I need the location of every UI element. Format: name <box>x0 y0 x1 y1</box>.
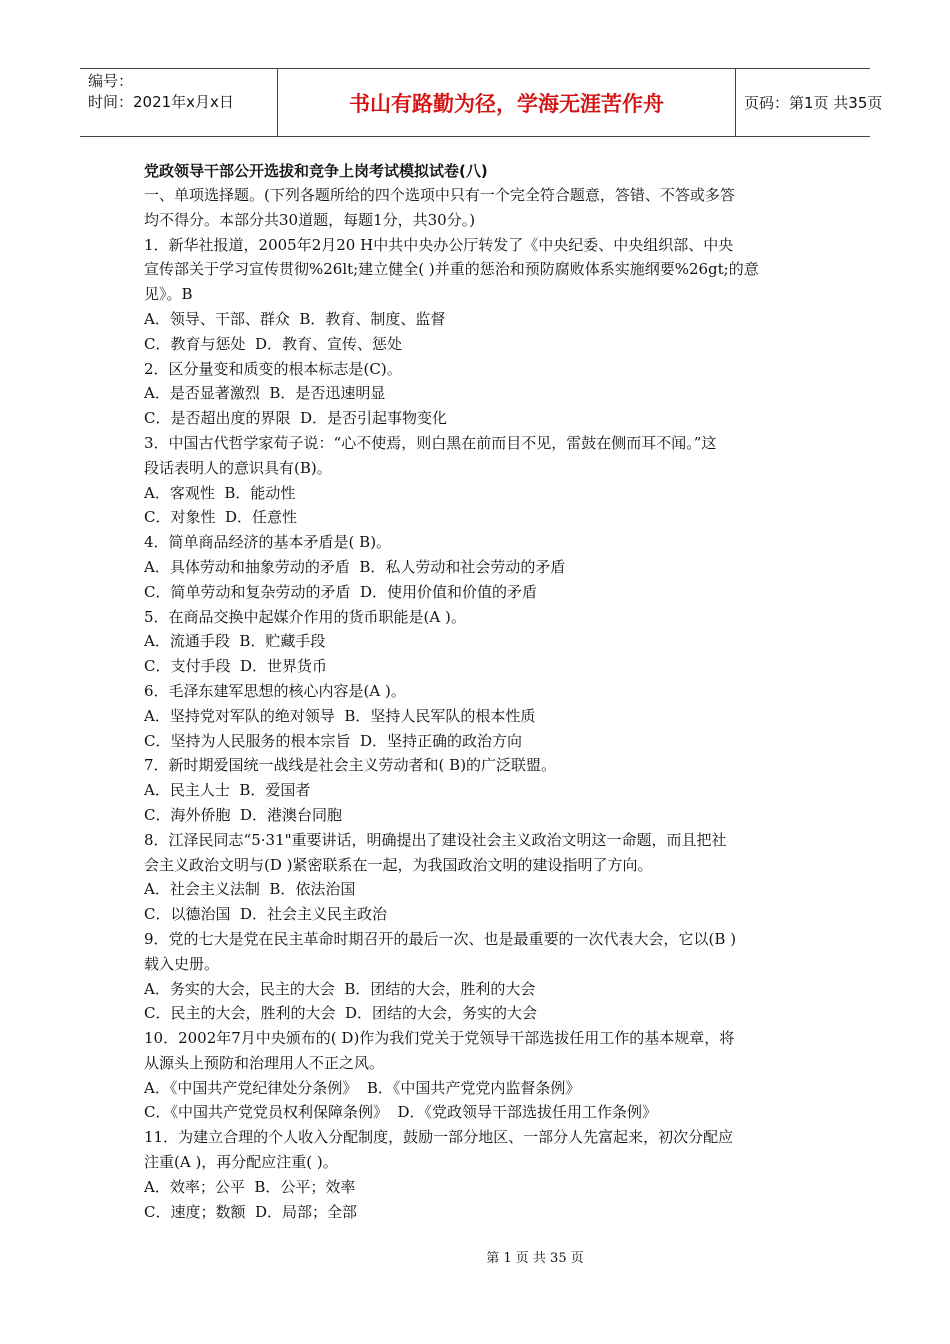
text-line: C．坚持为人民服务的根本宗旨 D．坚持正确的政治方向 <box>144 731 523 750</box>
text-line: C．民主的大会，胜利的大会 D．团结的大会，务实的大会 <box>144 1004 538 1023</box>
text-line: 见》。B <box>144 285 193 304</box>
text-line: C．以德治国 D．社会主义民主政治 <box>144 905 388 924</box>
text-line: C．《中国共产党党员权利保障条例》 D．《党政领导干部选拔任用工作条例》 <box>144 1103 658 1122</box>
text-line: A．务实的大会，民主的大会 B．团结的大会，胜利的大会 <box>144 979 536 998</box>
header-meta <box>80 69 278 136</box>
text-line: 11．为建立合理的个人收入分配制度，鼓励一部分地区、一部分人先富起来，初次分配应 <box>144 1128 734 1147</box>
text-line: A．民主人士 B．爱国者 <box>144 781 311 800</box>
text-line: 宣传部关于学习宣传贯彻%26lt;建立健全( )并重的惩治和预防腐败体系实施纲要%26gt;的意 <box>144 260 759 279</box>
text-line: 10．2002年7月中央颁布的( D)作为我们党关于党领导干部选拔任用工作的基本规章，将 <box>144 1029 735 1048</box>
text-line: C．支付手段 D．世界货币 <box>144 657 328 676</box>
text-line: 1．新华社报道，2005年2月20 H中共中央办公厅转发了《中央纪委、中央组织部、中央 <box>144 235 734 254</box>
text-line: A．流通手段 B．贮藏手段 <box>144 632 326 651</box>
text-line: A．效率；公平 B．公平；效率 <box>144 1177 356 1196</box>
text-line: 均不得分。本部分共30道题，每题1分，共30分。) <box>144 210 476 229</box>
text-line: 从源头上预防和治理用人不正之风。 <box>144 1053 385 1072</box>
text-line: A．具体劳动和抽象劳动的矛盾 B．私人劳动和社会劳动的矛盾 <box>144 557 566 576</box>
text-line: C．教育与惩处 D．教育、宣传、惩处 <box>144 334 403 353</box>
document-title: 党政领导干部公开选拔和竞争上岗考试模拟试卷(八) <box>144 162 488 180</box>
text-line: A．领导、干部、群众 B．教育、制度、监督 <box>144 309 446 328</box>
text-line: 2．区分量变和质变的根本标志是(C)。 <box>144 359 402 378</box>
text-line: 一、单项选择题。(下列各题所给的四个选项中只有一个完全符合题意，答错、不答或多答 <box>144 186 735 204</box>
text-line: C．速度；数额 D．局部；全部 <box>144 1202 358 1221</box>
document-lines <box>144 183 808 1224</box>
text-line: C．是否超出度的界限 D．是否引起事物变化 <box>144 409 448 428</box>
text-line: A．坚持党对军队的绝对领导 B．坚持人民军队的根本性质 <box>144 706 536 725</box>
text-line: 8．江泽民同志“5·31"重要讲话，明确提出了建设社会主义政治文明这一命题，而且把社 <box>144 830 727 849</box>
text-line: 4．简单商品经济的基本矛盾是( B)。 <box>144 533 392 552</box>
text-line: 段话表明人的意识具有(B)。 <box>144 458 332 477</box>
text-line: A．客观性 B．能动性 <box>144 483 296 502</box>
text-line: 会主义政治文明与(D )紧密联系在一起，为我国政治文明的建设指明了方向。 <box>144 855 653 874</box>
number-label: 编号： <box>88 72 134 90</box>
page-footer <box>0 1247 950 1266</box>
text-line: A．《中国共产党纪律处分条例》 B．《中国共产党党内监督条例》 <box>144 1078 581 1097</box>
text-line: 注重(A )，再分配应注重( )。 <box>144 1153 338 1172</box>
text-line: 9．党的七大是党在民主革命时期召开的最后一次、也是最重要的一次代表大会，它以(B ) <box>144 929 737 948</box>
header-motto: 书山有路勤为径，学海无涯苦作舟 <box>278 69 736 136</box>
text-line: A．社会主义法制 B．依法治国 <box>144 880 356 899</box>
page-header <box>80 68 883 137</box>
text-line: 载入史册。 <box>144 954 220 973</box>
time-label: 时间：2021年x月x日 <box>88 93 234 111</box>
text-line: 5．在商品交换中起媒介作用的货币职能是(A )。 <box>144 607 466 626</box>
text-line: 3．中国古代哲学家荀子说：“心不使焉，则白黑在前而目不见，雷鼓在侧而耳不闻。”这 <box>144 433 717 452</box>
text-line: 7．新时期爱国统一战线是社会主义劳动者和( B)的广泛联盟。 <box>144 756 557 775</box>
text-line: 6．毛泽东建军思想的核心内容是(A )。 <box>144 681 406 700</box>
header-page-number: 页码：第1页 共35页 <box>744 94 883 112</box>
text-line: C．海外侨胞 D．港澳台同胞 <box>144 805 343 824</box>
text-line: A．是否显著激烈 B．是否迅速明显 <box>144 384 386 403</box>
footer-page-text: 第 1 页 共 35 页 <box>486 1251 584 1266</box>
document-body <box>144 159 808 1224</box>
text-line: C．对象性 D．任意性 <box>144 508 298 527</box>
text-line: C．简单劳动和复杂劳动的矛盾 D．使用价值和价值的矛盾 <box>144 582 538 601</box>
